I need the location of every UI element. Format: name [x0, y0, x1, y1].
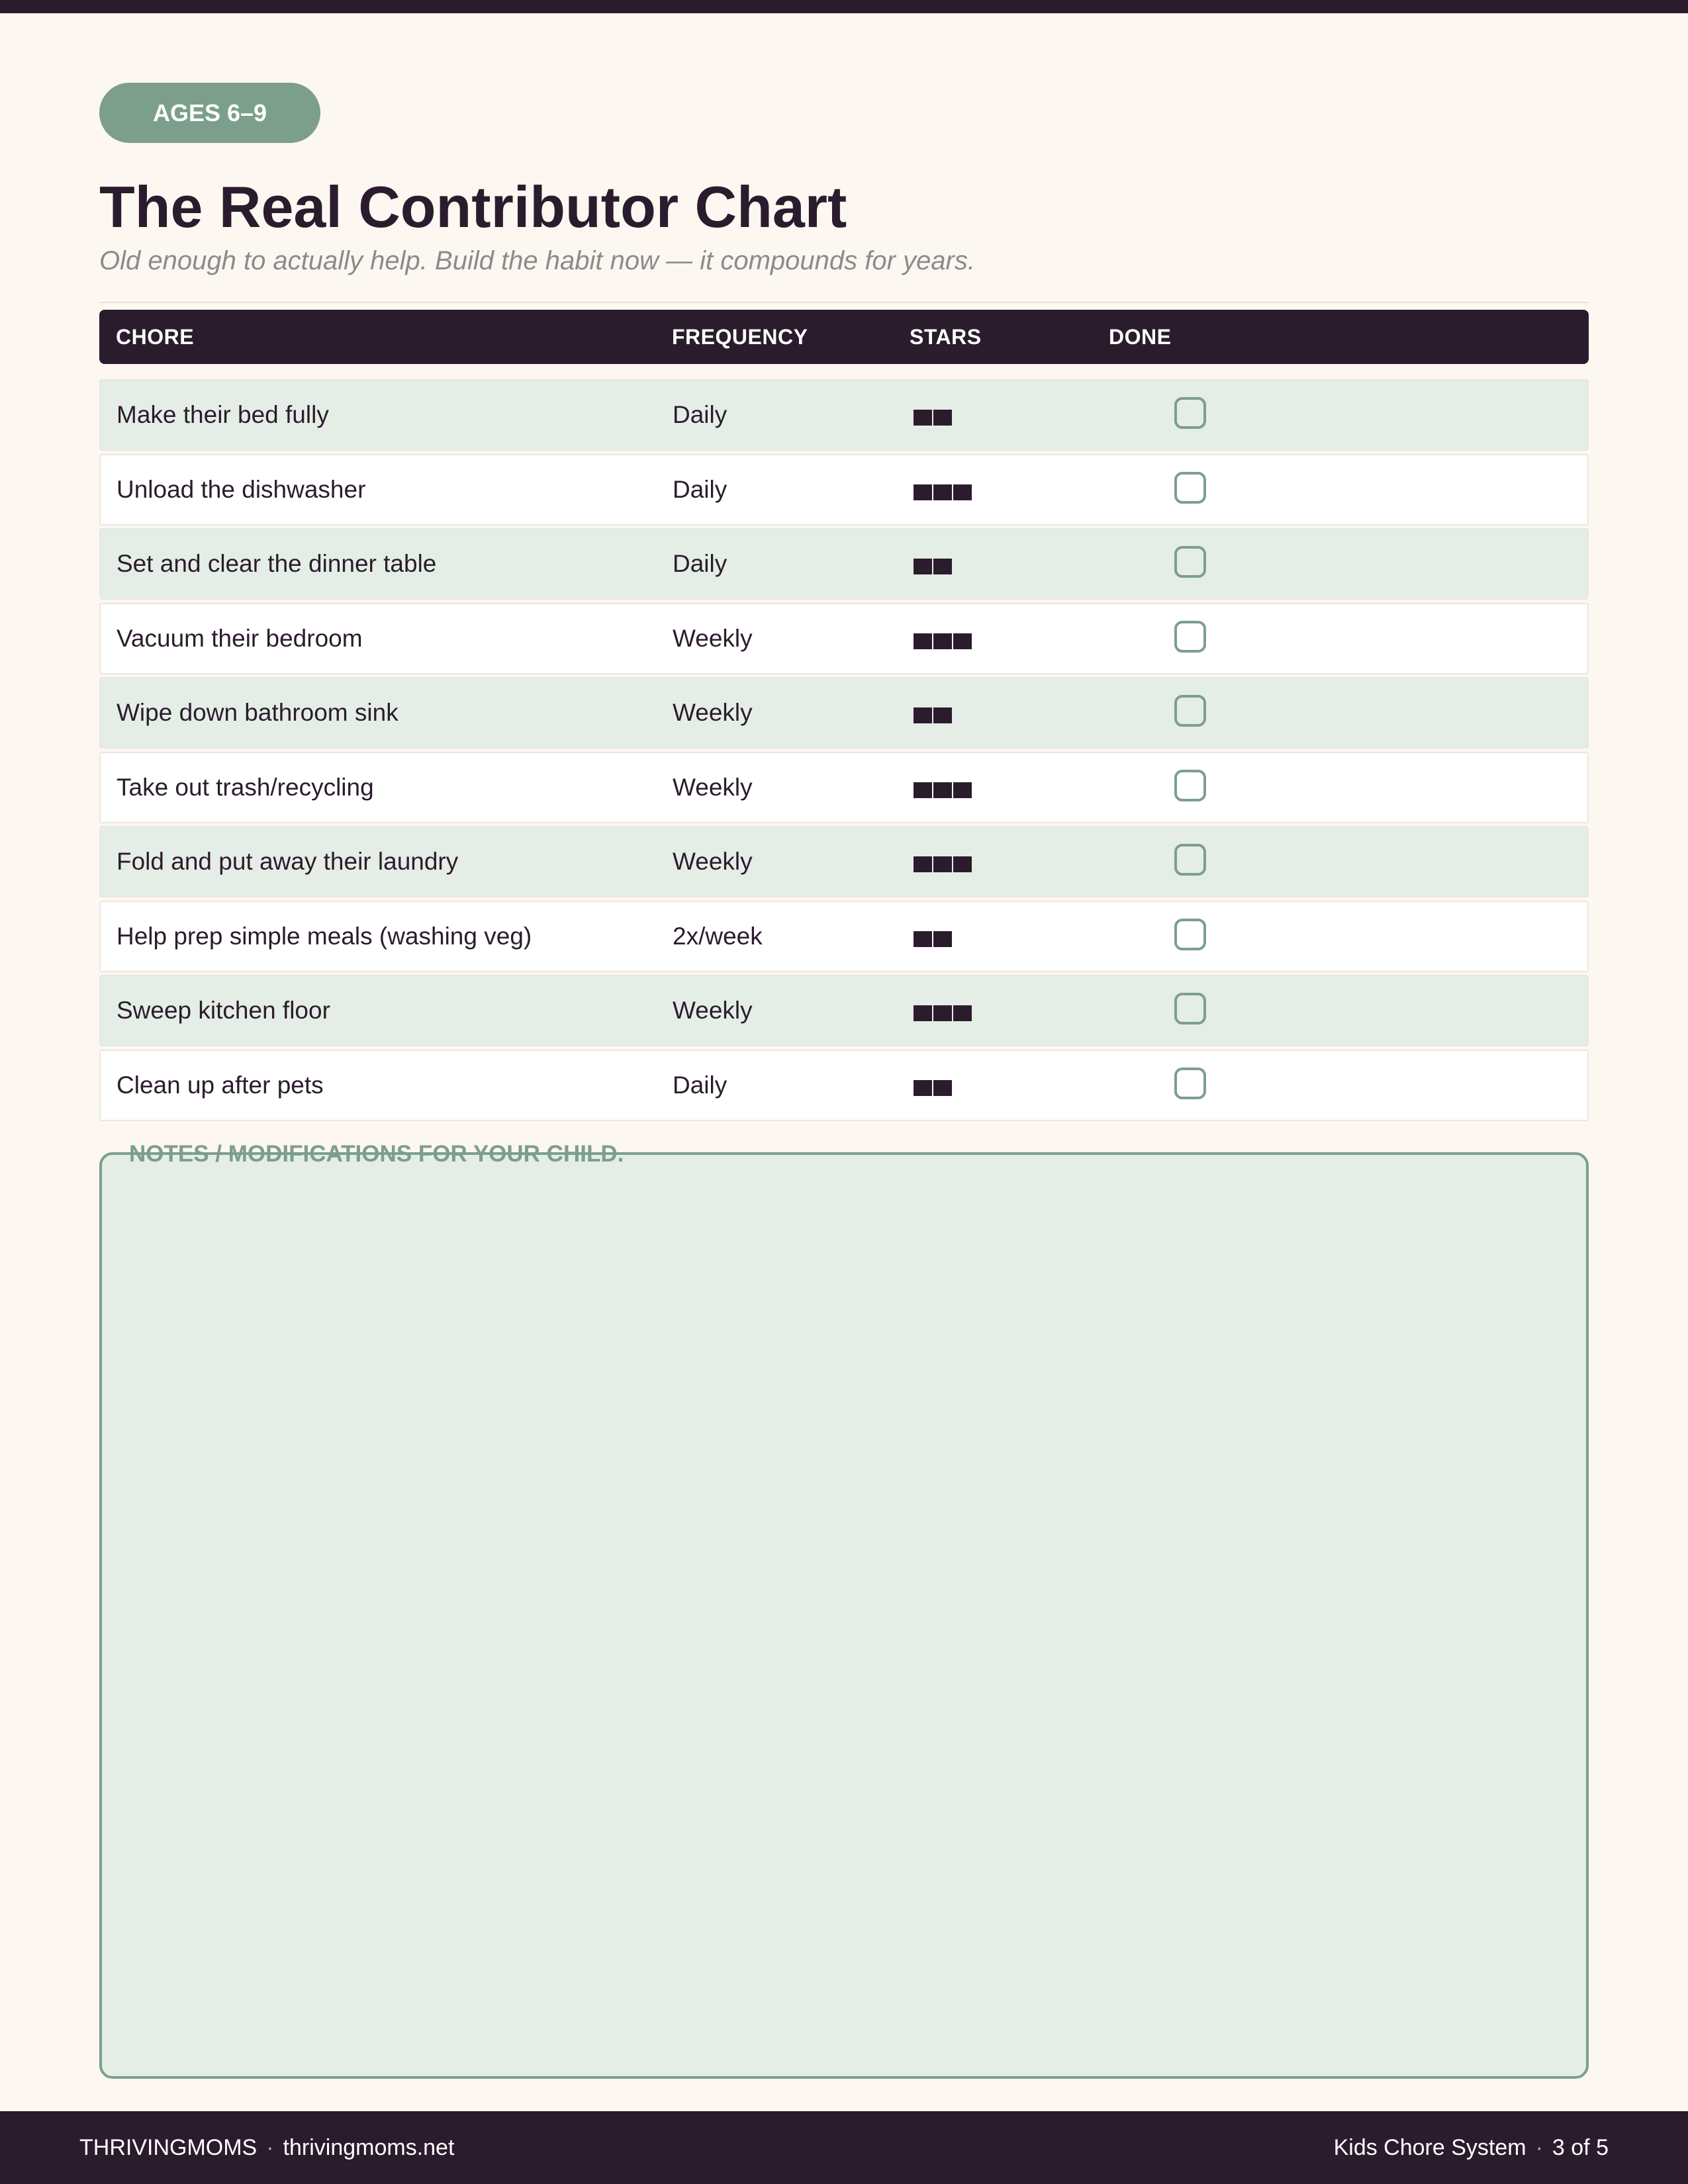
chore-frequency: Weekly [673, 997, 753, 1024]
star-rating [914, 1080, 953, 1096]
star-icon [914, 931, 932, 947]
star-icon [933, 1005, 952, 1021]
chore-table-body [99, 379, 1589, 1124]
header-done: DONE [1109, 325, 1172, 349]
done-checkbox[interactable] [1174, 1068, 1206, 1099]
star-icon [914, 484, 932, 500]
table-row [99, 528, 1589, 600]
star-icon [933, 782, 952, 798]
done-checkbox[interactable] [1174, 844, 1206, 876]
table-row [99, 826, 1589, 897]
done-checkbox[interactable] [1174, 993, 1206, 1024]
chore-name: Help prep simple meals (washing veg) [117, 922, 532, 950]
chore-frequency: Daily [673, 401, 727, 428]
star-icon [914, 410, 932, 426]
chore-name: Fold and put away their laundry [117, 848, 459, 875]
footer-doc-title: Kids Chore System [1333, 2135, 1526, 2160]
star-icon [953, 856, 972, 872]
done-checkbox[interactable] [1174, 770, 1206, 801]
page-subtitle: Old enough to actually help. Build the habit now — it compounds for years. [99, 246, 975, 275]
footer-right [1334, 2111, 1609, 2184]
done-checkbox[interactable] [1174, 695, 1206, 727]
star-icon [914, 559, 932, 574]
chore-name: Wipe down bathroom sink [117, 699, 399, 726]
star-icon [933, 633, 952, 649]
table-row [99, 1050, 1589, 1121]
done-checkbox[interactable] [1174, 919, 1206, 950]
chore-frequency: 2x/week [673, 922, 763, 950]
star-rating [914, 856, 973, 872]
star-rating [914, 931, 953, 947]
star-icon [953, 782, 972, 798]
table-row [99, 901, 1589, 972]
chore-frequency: Weekly [673, 848, 753, 875]
star-icon [914, 1080, 932, 1096]
star-icon [914, 782, 932, 798]
notes-area[interactable] [99, 1152, 1589, 2079]
footer-separator: · [266, 2135, 274, 2160]
done-checkbox[interactable] [1174, 397, 1206, 429]
star-rating [914, 559, 953, 574]
footer-site: thrivingmoms.net [283, 2135, 455, 2160]
chore-name: Unload the dishwasher [117, 475, 366, 503]
star-icon [933, 1080, 952, 1096]
chore-name: Clean up after pets [117, 1071, 324, 1099]
star-icon [953, 633, 972, 649]
star-icon [933, 410, 952, 426]
chore-name: Set and clear the dinner table [117, 550, 437, 577]
table-row [99, 379, 1589, 451]
chore-name: Sweep kitchen floor [117, 997, 330, 1024]
table-row [99, 677, 1589, 749]
star-rating [914, 1005, 973, 1021]
table-row [99, 603, 1589, 674]
done-checkbox[interactable] [1174, 546, 1206, 578]
star-rating [914, 484, 973, 500]
star-icon [933, 707, 952, 723]
chore-name: Make their bed fully [117, 401, 329, 428]
top-bar [0, 0, 1688, 13]
notes-label: NOTES / MODIFICATIONS FOR YOUR CHILD. [129, 1141, 624, 1167]
star-icon [914, 633, 932, 649]
chore-frequency: Daily [673, 550, 727, 577]
star-rating [914, 633, 973, 649]
star-rating [914, 782, 973, 798]
star-icon [914, 1005, 932, 1021]
age-badge: AGES 6–9 [99, 83, 320, 143]
star-icon [933, 856, 952, 872]
star-rating [914, 410, 953, 426]
footer-left [79, 2111, 454, 2184]
chore-frequency: Daily [673, 1071, 727, 1099]
header-frequency: FREQUENCY [672, 325, 808, 349]
footer-separator: · [1535, 2135, 1543, 2160]
star-icon [933, 484, 952, 500]
star-icon [933, 559, 952, 574]
star-icon [953, 1005, 972, 1021]
chore-frequency: Weekly [673, 773, 753, 801]
star-icon [933, 931, 952, 947]
footer [0, 2111, 1688, 2184]
chore-name: Vacuum their bedroom [117, 624, 363, 652]
table-row [99, 454, 1589, 525]
star-icon [953, 484, 972, 500]
footer-brand: THRIVINGMOMS [79, 2135, 258, 2160]
footer-page-number: 3 of 5 [1552, 2135, 1609, 2160]
done-checkbox[interactable] [1174, 621, 1206, 653]
header-chore: CHORE [116, 325, 195, 349]
chore-frequency: Weekly [673, 699, 753, 726]
divider [99, 302, 1589, 303]
table-row [99, 752, 1589, 823]
star-icon [914, 707, 932, 723]
star-icon [914, 856, 932, 872]
done-checkbox[interactable] [1174, 472, 1206, 504]
chore-name: Take out trash/recycling [117, 773, 374, 801]
page-title: The Real Contributor Chart [99, 174, 847, 240]
star-rating [914, 707, 953, 723]
table-header [99, 310, 1589, 364]
chore-frequency: Weekly [673, 624, 753, 652]
table-row [99, 975, 1589, 1046]
header-stars: STARS [910, 325, 982, 349]
chore-frequency: Daily [673, 475, 727, 503]
